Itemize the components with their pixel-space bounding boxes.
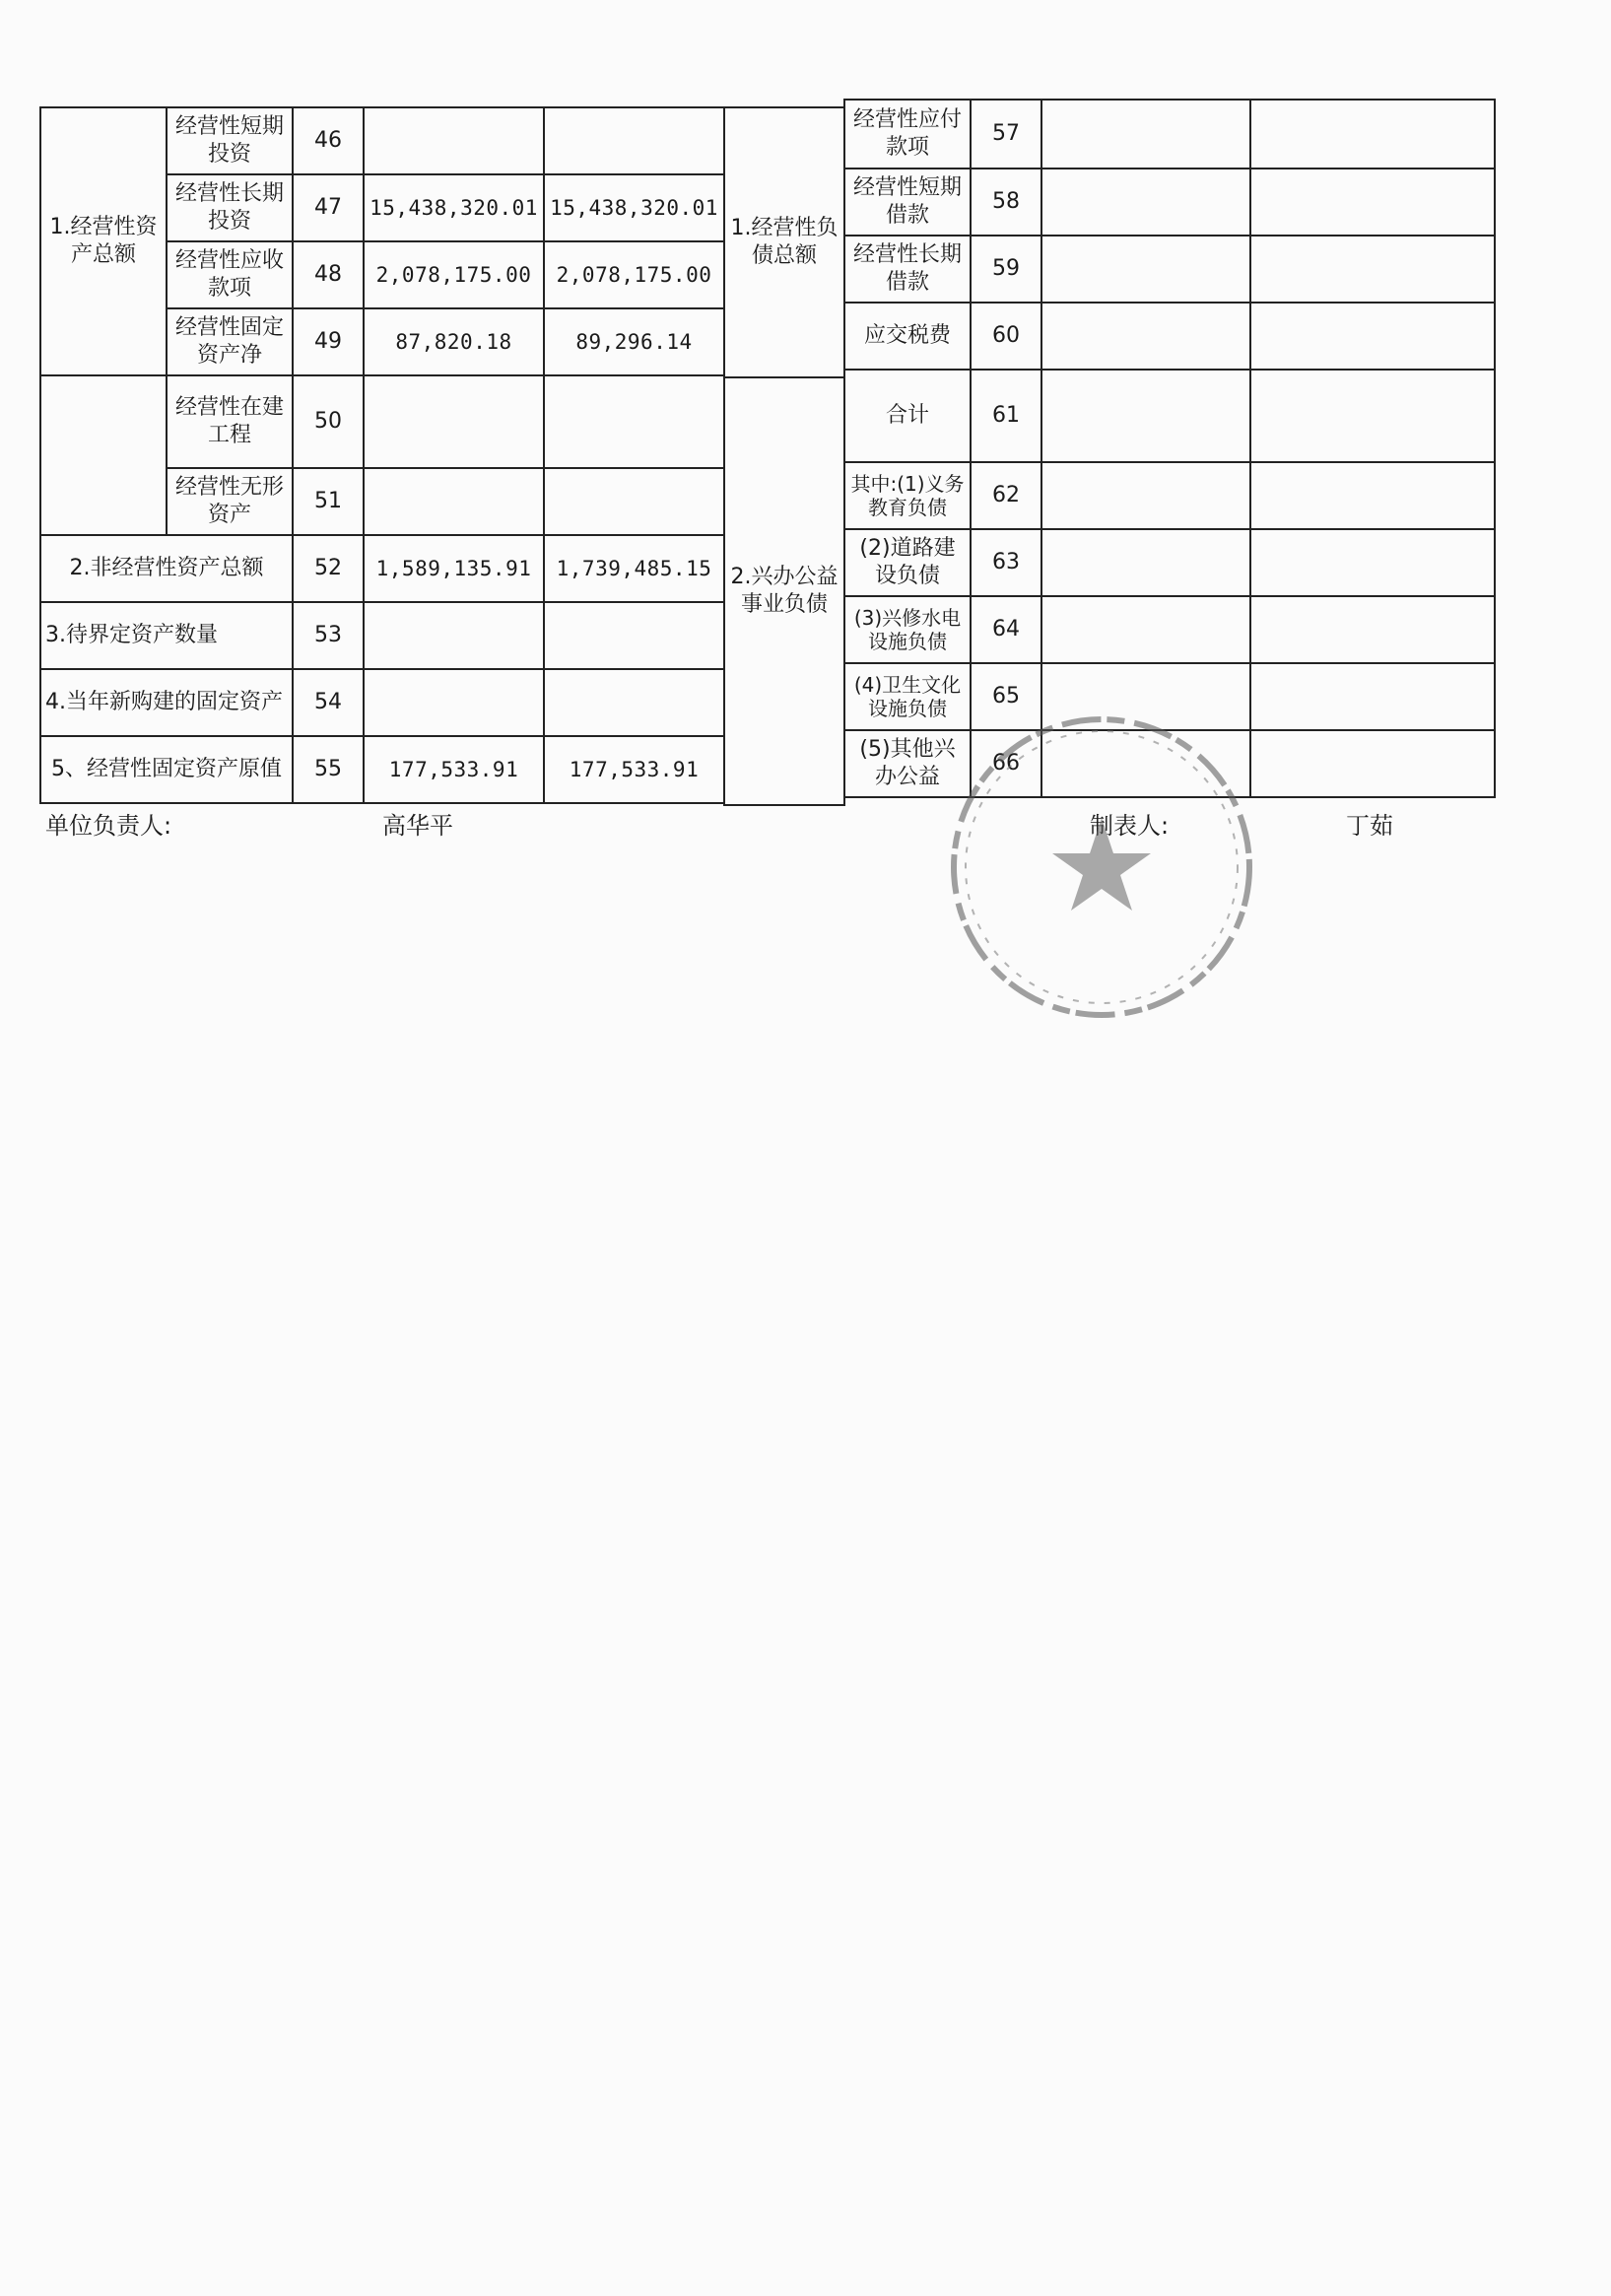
value-cell — [544, 468, 724, 535]
value-cell — [1041, 596, 1250, 663]
row-label: 经营性应付款项 — [844, 100, 971, 169]
table-row — [844, 596, 1495, 663]
table-row — [844, 169, 1495, 236]
row-label: 经营性短期借款 — [844, 169, 971, 236]
row-label: 3.待界定资产数量 — [40, 602, 293, 669]
value-cell — [1041, 100, 1250, 169]
leader-label: 单位负责人: — [45, 812, 172, 840]
row-label: 5、经营性固定资产原值 — [40, 736, 293, 803]
value-cell: 2,078,175.00 — [544, 241, 724, 308]
table-row — [724, 377, 844, 805]
value-cell: 1,739,485.15 — [544, 535, 724, 602]
value-cell: 15,438,320.01 — [544, 174, 724, 241]
value-cell — [364, 669, 544, 736]
operating-assets-total-label: 1.经营性资产总额 — [40, 107, 167, 375]
value-cell — [364, 602, 544, 669]
value-cell — [364, 375, 544, 468]
row-number: 54 — [293, 669, 364, 736]
value-cell — [544, 602, 724, 669]
row-label: 经营性固定资产净 — [167, 308, 293, 375]
empty-group-cell — [40, 375, 167, 535]
operating-liabilities-total-label: 1.经营性负债总额 — [724, 107, 844, 377]
preparer-name: 丁茹 — [1346, 812, 1393, 840]
row-number: 58 — [971, 169, 1041, 236]
value-cell — [1250, 663, 1495, 730]
row-label: (5)其他兴办公益 — [844, 730, 971, 797]
star-icon — [1052, 818, 1151, 911]
value-cell — [1250, 730, 1495, 797]
value-cell: 177,533.91 — [364, 736, 544, 803]
row-number: 62 — [971, 462, 1041, 529]
value-cell: 2,078,175.00 — [364, 241, 544, 308]
row-number: 52 — [293, 535, 364, 602]
value-cell — [1250, 100, 1495, 169]
table-row — [844, 100, 1495, 169]
table-row — [40, 669, 724, 736]
public-welfare-liabilities-label: 2.兴办公益事业负债 — [724, 377, 844, 805]
row-label: 经营性长期借款 — [844, 236, 971, 303]
value-cell — [1250, 596, 1495, 663]
table-row — [40, 736, 724, 803]
row-number: 64 — [971, 596, 1041, 663]
row-label: 经营性应收款项 — [167, 241, 293, 308]
value-cell — [1250, 169, 1495, 236]
table-row — [40, 602, 724, 669]
table-row — [40, 375, 724, 468]
row-number: 50 — [293, 375, 364, 468]
row-number: 55 — [293, 736, 364, 803]
row-number: 47 — [293, 174, 364, 241]
value-cell — [1041, 529, 1250, 596]
value-cell — [544, 669, 724, 736]
table-row — [844, 236, 1495, 303]
value-cell: 15,438,320.01 — [364, 174, 544, 241]
row-number: 59 — [971, 236, 1041, 303]
value-cell — [544, 107, 724, 174]
value-cell — [1250, 236, 1495, 303]
preparer-label: 制表人: — [1090, 812, 1170, 840]
row-label: 经营性长期投资 — [167, 174, 293, 241]
row-label: 经营性在建工程 — [167, 375, 293, 468]
liabilities-table — [843, 99, 1496, 798]
row-label: 应交税费 — [844, 303, 971, 370]
row-number: 53 — [293, 602, 364, 669]
value-cell: 87,820.18 — [364, 308, 544, 375]
assets-table — [39, 106, 725, 804]
row-label: 4.当年新购建的固定资产 — [40, 669, 293, 736]
value-cell — [1041, 462, 1250, 529]
table-row — [844, 462, 1495, 529]
value-cell — [1250, 303, 1495, 370]
value-cell — [364, 468, 544, 535]
row-number: 60 — [971, 303, 1041, 370]
table-row — [844, 529, 1495, 596]
row-number: 46 — [293, 107, 364, 174]
row-number: 48 — [293, 241, 364, 308]
row-label: (4)卫生文化设施负债 — [844, 663, 971, 730]
value-cell — [1041, 169, 1250, 236]
value-cell — [1250, 370, 1495, 462]
table-row — [844, 303, 1495, 370]
row-number: 49 — [293, 308, 364, 375]
value-cell: 89,296.14 — [544, 308, 724, 375]
value-cell — [1250, 529, 1495, 596]
row-number: 65 — [971, 663, 1041, 730]
row-number: 61 — [971, 370, 1041, 462]
row-label: 经营性无形资产 — [167, 468, 293, 535]
row-label: 经营性短期投资 — [167, 107, 293, 174]
row-label: 2.非经营性资产总额 — [40, 535, 293, 602]
value-cell — [544, 375, 724, 468]
liability-group-column — [723, 106, 845, 806]
value-cell: 177,533.91 — [544, 736, 724, 803]
row-label: (3)兴修水电设施负债 — [844, 596, 971, 663]
value-cell — [1250, 462, 1495, 529]
row-label: (2)道路建设负债 — [844, 529, 971, 596]
value-cell: 1,589,135.91 — [364, 535, 544, 602]
leader-name: 高华平 — [382, 812, 453, 840]
row-number: 66 — [971, 730, 1041, 797]
official-seal-stamp — [944, 709, 1259, 1025]
table-row — [40, 107, 724, 174]
table-row — [724, 107, 844, 377]
table-row — [40, 535, 724, 602]
row-number: 51 — [293, 468, 364, 535]
row-label: 合计 — [844, 370, 971, 462]
value-cell — [1041, 303, 1250, 370]
row-number: 63 — [971, 529, 1041, 596]
row-number: 57 — [971, 100, 1041, 169]
table-row — [844, 370, 1495, 462]
value-cell — [364, 107, 544, 174]
value-cell — [1041, 370, 1250, 462]
value-cell — [1041, 236, 1250, 303]
row-label: 其中:(1)义务教育负债 — [844, 462, 971, 529]
